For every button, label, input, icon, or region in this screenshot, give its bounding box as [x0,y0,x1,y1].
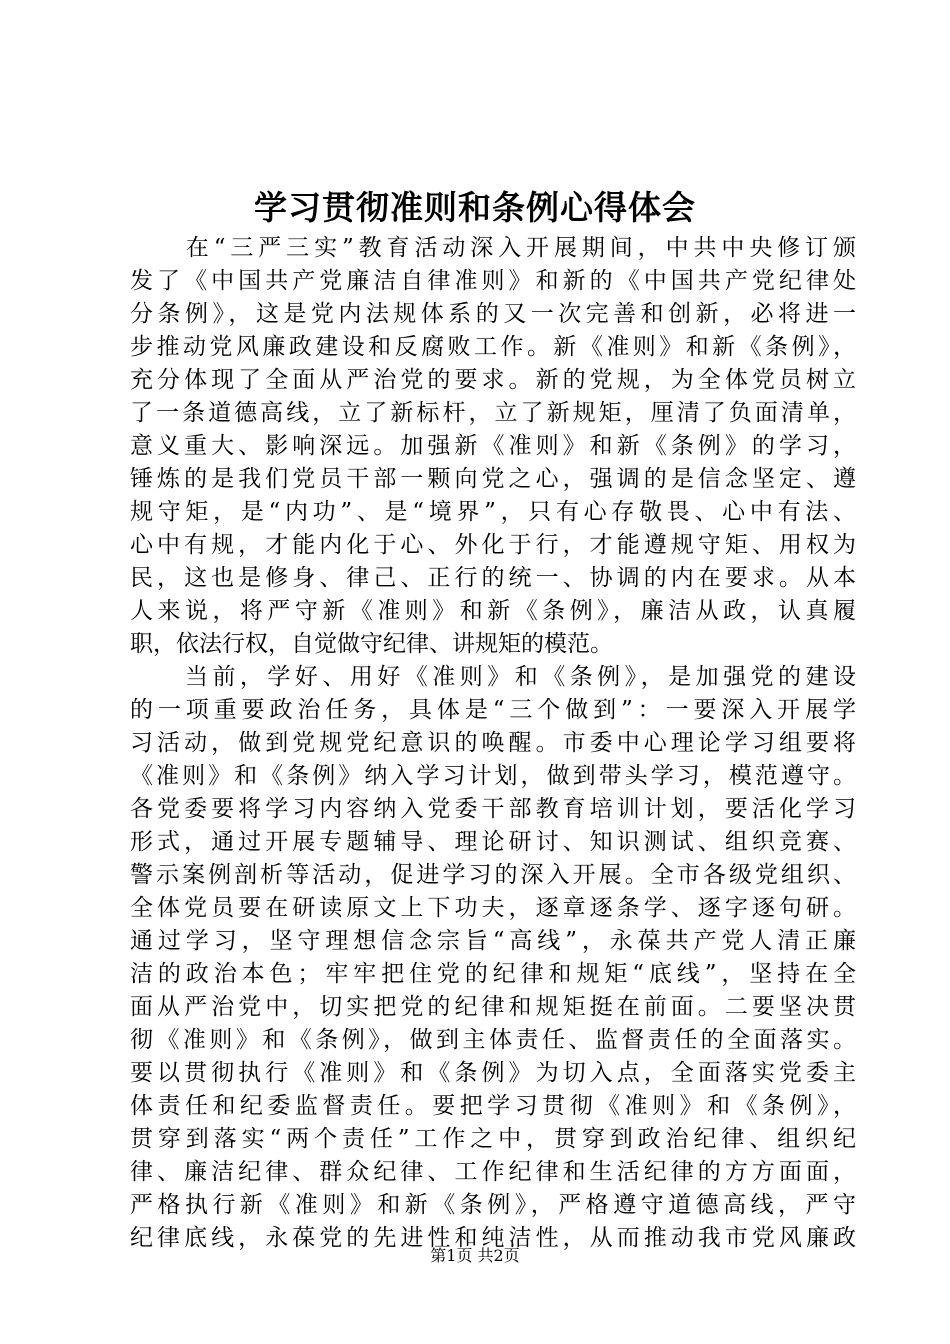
body-text-line: 人来说，将严守新《准则》和新《条例》，廉洁从政，认真履 [130,598,856,624]
body-text-line: 了一条道德高线，立了新标杆，立了新规矩，厘清了负面清单， [130,400,856,426]
body-text-line: 的一项重要政治任务，具体是“三个做到”：一要深入开展学 [130,697,856,723]
body-text-line: 锤炼的是我们党员干部一颗向党之心，强调的是信念坚定、遵 [130,466,856,492]
body-text-line: 发了《中国共产党廉洁自律准则》和新的《中国共产党纪律处 [130,268,856,294]
page-footer: 第1页 共2页 [430,1246,520,1265]
body-text-line: 律、廉洁纪律、群众纪律、工作纪律和生活纪律的方方面面， [130,1159,856,1185]
body-text-line: 体责任和纪委监督责任。要把学习贯彻《准则》和《条例》， [130,1093,856,1119]
body-text-line: 全体党员要在研读原文上下功夫，逐章逐条学、逐字逐句研。 [130,895,856,921]
body-text-line: 严格执行新《准则》和新《条例》，严格遵守道德高线，严守 [130,1192,856,1218]
body-text-line: 贯穿到落实“两个责任”工作之中，贯穿到政治纪律、组织纪 [130,1126,856,1152]
body-text-line: 形式，通过开展专题辅导、理论研讨、知识测试、组织竞赛、 [130,829,856,855]
body-text-line: 民，这也是修身、律己、正行的统一、协调的内在要求。从本 [130,565,856,591]
body-text-line: 洁的政治本色；牢牢把住党的纪律和规矩“底线”，坚持在全 [130,961,856,987]
body-text-line: 职，依法行权，自觉做守纪律、讲规矩的模范。 [130,631,613,657]
body-text-line: 警示案例剖析等活动，促进学习的深入开展。全市各级党组织、 [130,862,856,888]
body-text-line: 当前，学好、用好《准则》和《条例》，是加强党的建设 [130,664,856,690]
body-text-line: 意义重大、影响深远。加强新《准则》和新《条例》的学习， [130,433,856,459]
body-text-line: 心中有规，才能内化于心、外化于行，才能遵规守矩、用权为 [130,532,856,558]
body-text-line: 步推动党风廉政建设和反腐败工作。新《准则》和新《条例》， [130,334,856,360]
body-text-line: 要以贯彻执行《准则》和《条例》为切入点，全面落实党委主 [130,1060,856,1086]
page-title: 学习贯彻准则和条例心得体会 [254,188,696,227]
body-text-line: 各党委要将学习内容纳入党委干部教育培训计划，要活化学习 [130,796,856,822]
body-text-line: 纪律底线，永葆党的先进性和纯洁性，从而推动我市党风廉政 [130,1225,856,1251]
body-text-line: 彻《准则》和《条例》，做到主体责任、监督责任的全面落实。 [130,1027,856,1053]
body-text-line: 面从严治党中，切实把党的纪律和规矩挺在前面。二要坚决贯 [130,994,856,1020]
body-text-line: 在“三严三实”教育活动深入开展期间，中共中央修订颁 [130,235,856,261]
body-text-line: 习活动，做到党规党纪意识的唤醒。市委中心理论学习组要将 [130,730,856,756]
body-text-line: 通过学习，坚守理想信念宗旨“高线”，永葆共产党人清正廉 [130,928,856,954]
body-text-line: 充分体现了全面从严治党的要求。新的党规，为全体党员树立 [130,367,856,393]
body-text-line: 规守矩，是“内功”、是“境界”，只有心存敬畏、心中有法、 [130,499,856,525]
body-text-line: 分条例》，这是党内法规体系的又一次完善和创新，必将进一 [130,301,856,327]
body-text-line: 《准则》和《条例》纳入学习计划，做到带头学习，模范遵守。 [130,763,856,789]
